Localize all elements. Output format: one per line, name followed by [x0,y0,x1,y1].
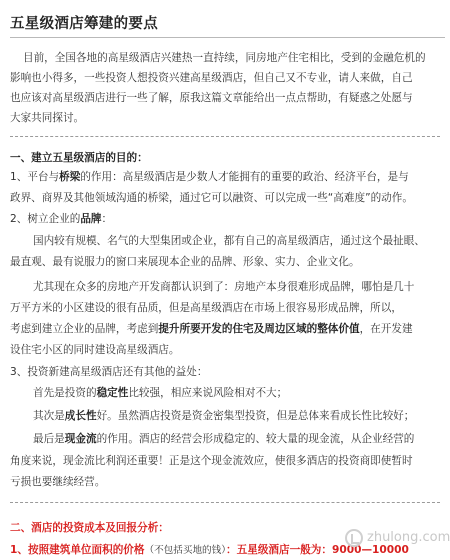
para-b-line-1: 尤其现在众多的房地产开发商都认识到了：房地产本身很难形成品牌，哪怕是几十 [33,281,415,293]
section2-heading: 二、酒店的投资成本及回报分析： [10,522,169,534]
s1-item1-line1 [10,171,409,184]
para-a-line-1: 国内较有规模、名气的大型集团或企业，都有自己的高星级酒店，通过这个最扯眼、 [33,235,425,247]
s1-item1-line2: 政界、商界及其他领域沟通的桥梁，通过它可以融资、可以完成一些“高难度”的动作。 [10,192,413,204]
s1-item1-prefix: 1、平台与 [10,171,60,183]
para-b-line-3-post: ，在开发建 [359,323,413,335]
s1-item2 [10,213,112,226]
intro-line-4: 大家共同探讨。 [10,112,85,124]
benefit-3-line-3: 亏损也要继续经营。 [10,476,106,488]
benefit-1-post: 比较强，相应来说风险相对不大； [128,387,288,399]
title-divider [10,37,445,38]
site-watermark [345,528,450,550]
section-divider [10,502,440,503]
benefit-3-bold: 现金流 [64,433,97,445]
benefit-2-pre: 其次是 [33,410,65,422]
s1-item2-rest: ： [101,213,113,225]
s2-item1-tail: ：五星级酒店一般为：9000—10000 [226,544,409,556]
watermark-text: zhulong.com [367,530,450,545]
benefit-1 [33,387,287,400]
benefit-3-line-2: 角度来说，现金流比利润还重要！正是这个现金流效应，使很多酒店的投资商即使暂时 [10,455,413,467]
para-b-line-3-pre: 考虑到建立企业的品牌，考虑到 [10,323,159,335]
benefit-1-bold: 稳定性 [96,387,129,399]
page-title: 五星级酒店筹建的要点 [10,16,158,32]
para-b-line-4: 设住宅小区的同时建设高星级酒店。 [10,344,180,356]
s1-item2-bold: 品牌 [80,213,102,225]
intro-line-2: 影响也小得多，一些投资人想投资兴建高星级酒店，但自己又不专业，请人来做，自己 [10,72,413,84]
para-b-line-2: 万平方米的小区建设的很有品质，但是高星级酒店在市场上很容易形成品牌，所以， [10,302,402,314]
benefit-3-line-1 [33,433,414,446]
benefit-2-bold: 成长性 [64,410,97,422]
intro-line-3: 也应该对高星级酒店进行一些了解，原我这篇文章能给出一点点帮助，有疑惑之处愿与 [10,92,413,104]
benefit-3-pre: 最后是 [33,433,65,445]
s2-item1-paren: （不包括买地的钱） [144,545,227,556]
intro-line-1: 目前，全国各地的高星级酒店兴建热一直持续，同房地产住宅相比，受到的金融危机的 [23,52,426,64]
s1-item1-rest: 的作用：高星级酒店是少数人才能拥有的重要的政治、经济平台，是与 [80,171,409,183]
para-b-line-3 [10,323,413,336]
para-b-line-3-bold: 提升所要开发的住宅及周边区域的整体价值 [158,323,360,335]
s1-item3: 3、投资新建高星级酒店还有其他的益处： [10,366,208,378]
s2-item1-red: 1、按照建筑单位面积的价格 [10,544,145,556]
para-a-line-2: 最直观、最有说服力的窗口来展现本企业的品牌、形象、实力、企业文化。 [10,256,360,268]
benefit-2-post: 好。虽然酒店投资是资金密集型投资，但是总体来看成长性比较好； [96,410,415,422]
benefit-2 [33,410,414,423]
benefit-3-post: 的作用。酒店的经营会形成稳定的、较大量的现金流，从企业经营的 [96,433,415,445]
section-divider [10,136,440,137]
watermark-logo-icon [345,529,363,547]
s1-item2-prefix: 2、树立企业的 [10,213,81,225]
s1-item1-bold: 桥梁 [59,171,81,183]
section1-heading: 一、建立五星级酒店的目的： [10,152,148,164]
benefit-1-pre: 首先是投资的 [33,387,97,399]
